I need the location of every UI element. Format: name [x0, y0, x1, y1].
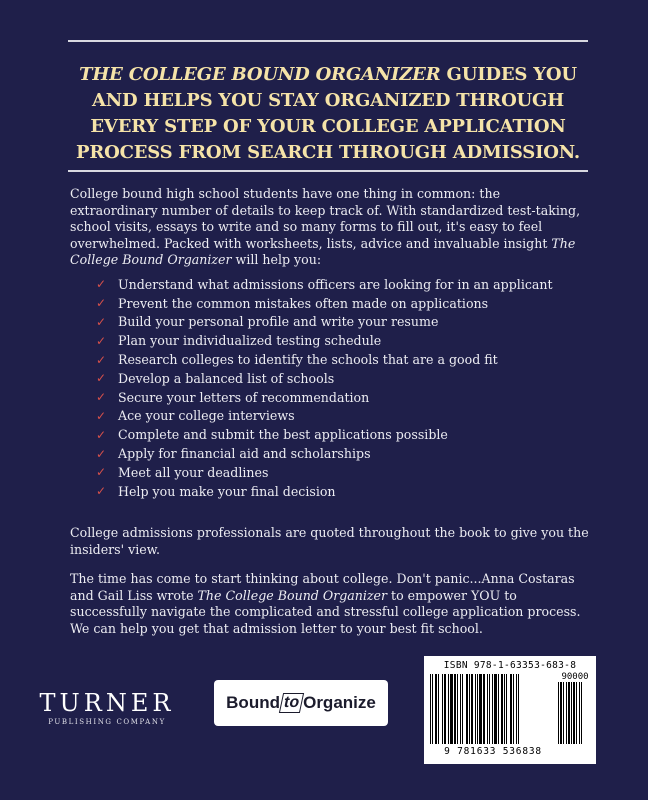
- headline-text: GUIDES YOU AND HELPS YOU STAY ORGANIZED THROUGH EVERY STEP OF YOUR COLLEGE APPLICATION PROCESS FROM SEARCH THROUGH ADMISSION.: [76, 64, 580, 163]
- publisher-name: TURNER: [39, 689, 175, 717]
- barcode-bars: [430, 674, 554, 744]
- list-item-text: Complete and submit the best applications possible: [118, 427, 448, 443]
- list-item: [96, 350, 586, 369]
- list-item: [96, 482, 586, 501]
- list-item-text: Secure your letters of recommendation: [118, 389, 370, 405]
- imprint-part-to: to: [279, 693, 304, 713]
- price-code: 90000: [561, 672, 589, 682]
- intro-paragraph: [70, 186, 590, 269]
- list-item-text: Build your personal profile and write your resume: [118, 314, 439, 330]
- list-item-text: Apply for financial aid and scholarships: [118, 446, 371, 462]
- closing-book-title: The College Bound Organizer: [197, 587, 388, 603]
- list-item: [96, 313, 586, 332]
- list-item-text: Help you make your final decision: [118, 483, 336, 499]
- list-item: [96, 407, 586, 426]
- checkmark-icon: ✓: [96, 408, 107, 423]
- professionals-paragraph: College admissions professionals are quoted throughout the book to give you the insiders' view.: [70, 525, 589, 557]
- closing-tail: to empower YOU to successfully navigate the complicated and stressful college application process. We can help you get that admission letter to your best fit school.: [70, 587, 581, 636]
- isbn-barcode: [424, 656, 596, 764]
- list-item-text: Ace your college interviews: [118, 408, 295, 424]
- barcode-stripe: [519, 674, 520, 744]
- list-item-text: Understand what admissions officers are looking for in an applicant: [118, 276, 553, 292]
- checkmark-icon: ✓: [96, 390, 107, 405]
- addon-barcode-bars: [558, 682, 592, 744]
- intro-text: College bound high school students have one thing in common: the extraordinary number of details to keep track of. With standardized test-taking, school visits, essays to write and so many forms to fill out, it's easy to feel overwhelmed. Packed with worksheets, lists, advice and invaluable insight: [70, 186, 581, 251]
- intro-tail: will help you:: [231, 252, 322, 267]
- barcode-stripe: [582, 682, 584, 744]
- top-rule: [68, 40, 588, 42]
- intro-book-title: The College Bound Organizer: [70, 235, 576, 267]
- list-item: [96, 388, 586, 407]
- publisher-subtitle: PUBLISHING COMPANY: [48, 718, 166, 726]
- headline: [70, 62, 586, 166]
- list-item-text: Develop a balanced list of schools: [118, 370, 335, 386]
- checkmark-icon: ✓: [96, 333, 107, 348]
- checkmark-icon: ✓: [96, 484, 107, 499]
- list-item: [96, 369, 586, 388]
- list-item: [96, 275, 586, 294]
- publisher-logo: [36, 690, 178, 726]
- checkmark-icon: ✓: [96, 465, 107, 480]
- list-item: [96, 425, 586, 444]
- list-item: [96, 294, 586, 313]
- checkmark-icon: ✓: [96, 314, 107, 329]
- ean-number: 9 781633 536838: [444, 746, 542, 757]
- list-item: [96, 444, 586, 463]
- checkmark-icon: ✓: [96, 446, 107, 461]
- imprint-logo: [214, 680, 388, 726]
- list-item: [96, 331, 586, 350]
- list-item-text: Prevent the common mistakes often made on applications: [118, 295, 489, 311]
- checkmark-icon: ✓: [96, 352, 107, 367]
- closing-paragraph: [70, 571, 590, 637]
- isbn-number: ISBN 978-1-63353-683-8: [443, 660, 577, 671]
- checkmark-icon: ✓: [96, 427, 107, 442]
- list-item-text: Meet all your deadlines: [118, 464, 269, 480]
- list-item: [96, 463, 586, 482]
- checkmark-icon: ✓: [96, 277, 107, 292]
- headline-book-title: THE COLLEGE BOUND ORGANIZER: [79, 64, 441, 85]
- checkmark-icon: ✓: [96, 296, 107, 311]
- headline-bottom-rule: [68, 170, 588, 172]
- benefits-list: [96, 275, 586, 501]
- imprint-part-organize: Organize: [303, 693, 376, 712]
- imprint-part-bound: Bound: [226, 693, 280, 712]
- closing-text: The time has come to start thinking about college. Don't panic...Anna Costaras and Gail Liss wrote: [70, 571, 575, 603]
- list-item-text: Plan your individualized testing schedule: [118, 333, 382, 349]
- checkmark-icon: ✓: [96, 371, 107, 386]
- list-item-text: Research colleges to identify the schools that are a good fit: [118, 352, 498, 368]
